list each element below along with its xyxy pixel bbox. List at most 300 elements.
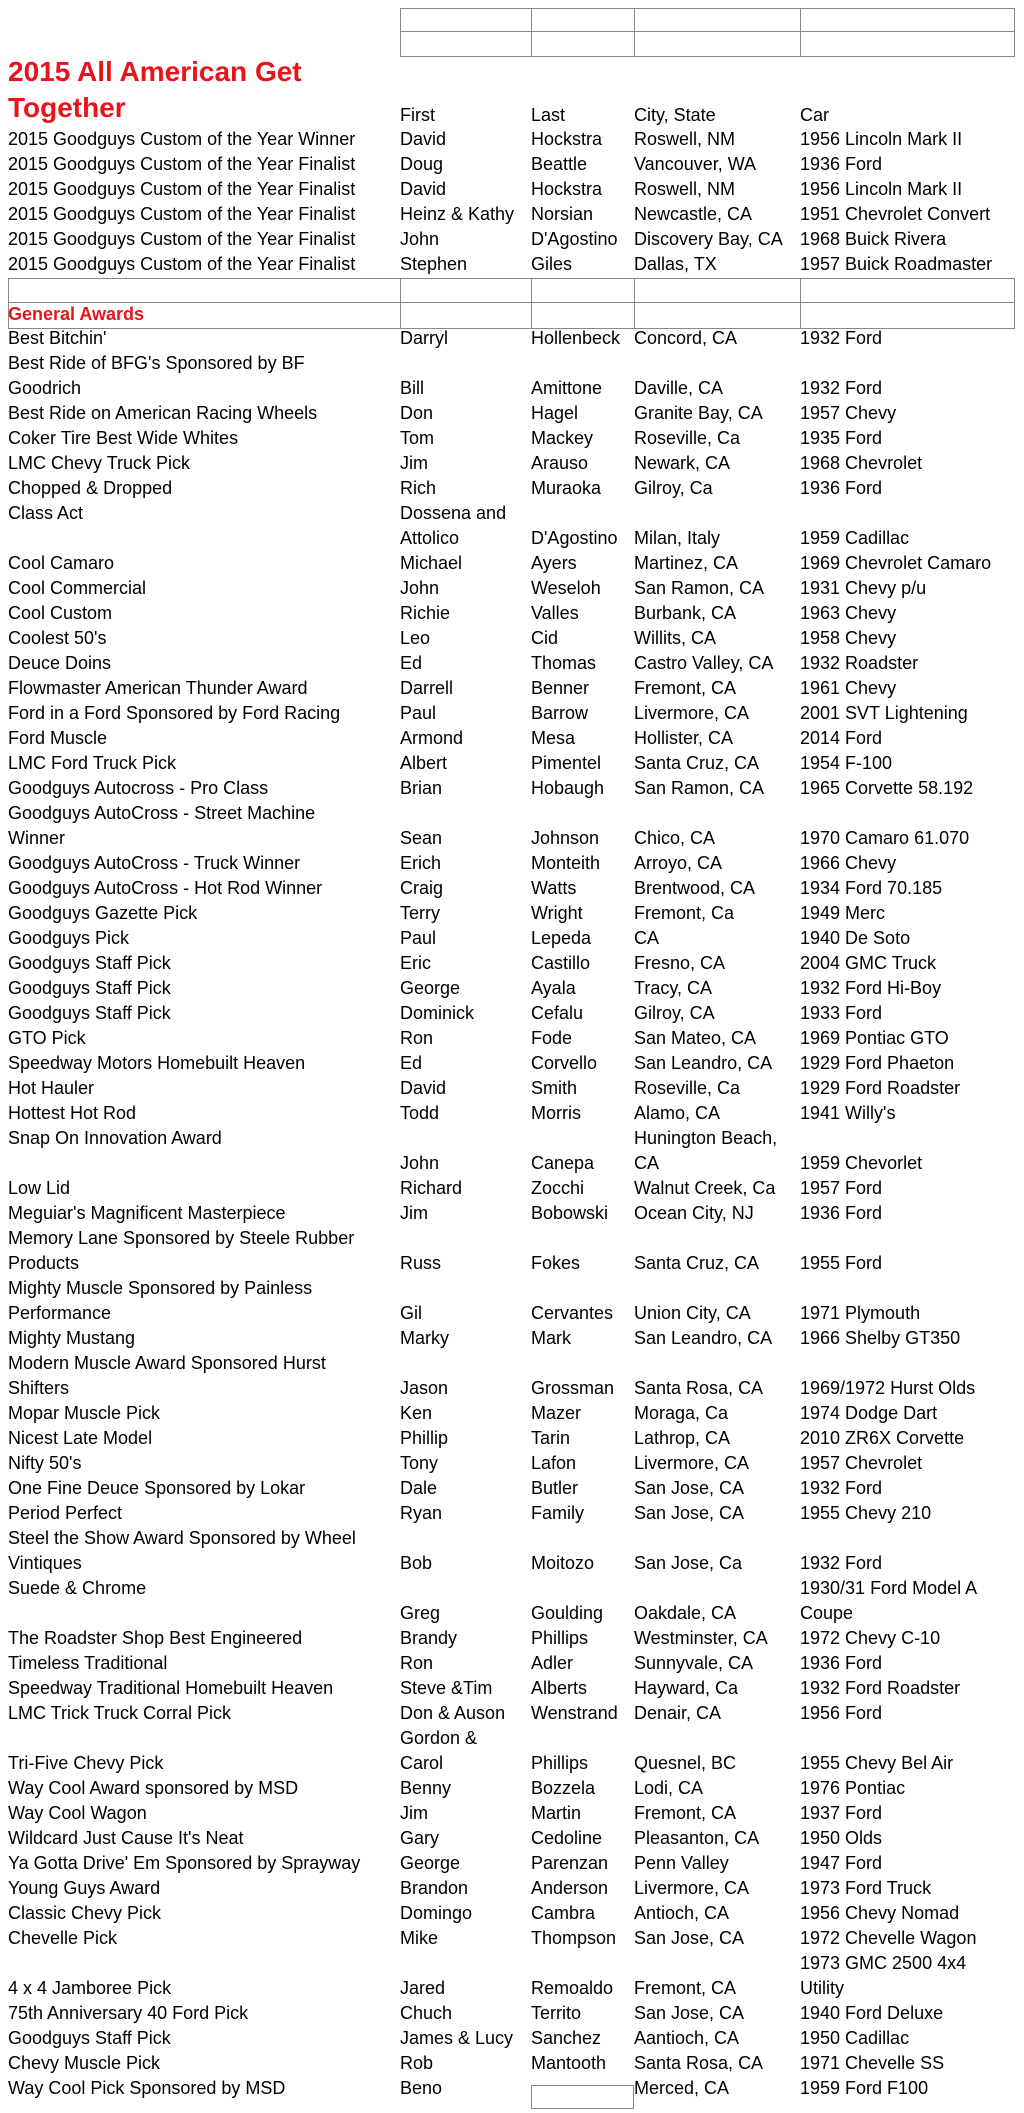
cell-city-state: Denair, CA bbox=[634, 1703, 722, 1723]
cell-last-name: Barrow bbox=[531, 703, 589, 723]
cell-last-name: Norsian bbox=[531, 204, 594, 224]
table-row bbox=[0, 177, 1024, 202]
cell-last-name: Bozzela bbox=[531, 1778, 596, 1798]
cell-first-name: Carol bbox=[400, 1753, 444, 1773]
cell-city-state: San Jose, Ca bbox=[634, 1553, 743, 1573]
cell-first-name: David bbox=[400, 1078, 447, 1098]
cell-award: Classic Chevy Pick bbox=[8, 1903, 162, 1923]
header-last: Last bbox=[531, 105, 566, 125]
cell-award: Young Guys Award bbox=[8, 1878, 161, 1898]
cell-last-name: Cervantes bbox=[531, 1303, 614, 1323]
cell-first-name: Armond bbox=[400, 728, 464, 748]
cell-city-state: CA bbox=[634, 1153, 660, 1173]
cell-last-name: Smith bbox=[531, 1078, 578, 1098]
cell-first-name: Brandy bbox=[400, 1628, 458, 1648]
cell-last-name: Johnson bbox=[531, 828, 600, 848]
cell-last-name: Zocchi bbox=[531, 1178, 585, 1198]
cell-city-state: Arroyo, CA bbox=[634, 853, 723, 873]
cell-city-state: San Jose, CA bbox=[634, 1478, 745, 1498]
cell-award: Speedway Motors Homebuilt Heaven bbox=[8, 1053, 306, 1073]
cell-car: 1973 Ford Truck bbox=[800, 1878, 932, 1898]
cell-award: Goodguys Staff Pick bbox=[8, 2028, 171, 2048]
cell-last-name: Goulding bbox=[531, 1603, 604, 1623]
cell-award: GTO Pick bbox=[8, 1028, 86, 1048]
cell-first-name: Terry bbox=[400, 903, 440, 923]
cell-last-name: D'Agostino bbox=[531, 229, 618, 249]
cell-city-state: Ocean City, NJ bbox=[634, 1203, 754, 1223]
cell-award: Goodguys Staff Pick bbox=[8, 978, 171, 998]
cell-award: 2015 Goodguys Custom of the Year Finalist bbox=[8, 254, 356, 274]
cell-city-state: Pleasanton, CA bbox=[634, 1828, 760, 1848]
table-row bbox=[0, 2001, 1024, 2026]
cell-first-name: Mike bbox=[400, 1928, 439, 1948]
cell-car: 1972 Chevy C-10 bbox=[800, 1628, 941, 1648]
table-row bbox=[0, 826, 1024, 851]
table-row bbox=[0, 901, 1024, 926]
cell-city-state: Fremont, Ca bbox=[634, 903, 735, 923]
cell-first-name: Doug bbox=[400, 154, 444, 174]
cell-award: Goodguys Autocross - Pro Class bbox=[8, 778, 269, 798]
cell-first-name: James & Lucy bbox=[400, 2028, 514, 2048]
cell-first-name bbox=[400, 351, 528, 376]
cell-last-name: Tarin bbox=[531, 1428, 571, 1448]
cell-award: Suede & Chrome bbox=[8, 1578, 147, 1598]
cell-award: Products bbox=[8, 1253, 80, 1273]
cell-car bbox=[800, 1276, 1022, 1301]
cell-last-name: Hollenbeck bbox=[531, 328, 621, 348]
cell-last-name: Mazer bbox=[531, 1403, 582, 1423]
cell-last-name: Adler bbox=[531, 1653, 574, 1673]
table-row bbox=[0, 1151, 1024, 1176]
cell-car: 1957 Chevrolet bbox=[800, 1453, 923, 1473]
cell-city-state: Santa Rosa, CA bbox=[634, 1378, 764, 1398]
table-row bbox=[0, 1551, 1024, 1576]
cell-first-name bbox=[400, 801, 528, 826]
cell-last-name: Sanchez bbox=[531, 2028, 602, 2048]
cell-car: 1957 Chevy bbox=[800, 403, 897, 423]
cell-city-state: Antioch, CA bbox=[634, 1903, 730, 1923]
cell-city-state: Merced, CA bbox=[634, 2078, 730, 2098]
cell-first-name: John bbox=[400, 1153, 440, 1173]
cell-first-name: John bbox=[400, 578, 440, 598]
cell-city-state bbox=[634, 351, 799, 376]
table-row bbox=[0, 1501, 1024, 1526]
cell-first-name: Ed bbox=[400, 653, 423, 673]
table-row bbox=[0, 1026, 1024, 1051]
cell-award: 2015 Goodguys Custom of the Year Winner bbox=[8, 129, 356, 149]
cell-car: 1932 Ford Roadster bbox=[800, 1678, 961, 1698]
cell-city-state: San Ramon, CA bbox=[634, 778, 765, 798]
cell-car: 1957 Buick Roadmaster bbox=[800, 254, 993, 274]
table-row bbox=[0, 1126, 1024, 1151]
cell-last-name: Ayala bbox=[531, 978, 576, 998]
cell-first-name: David bbox=[400, 179, 447, 199]
cell-first-name: Gordon & bbox=[400, 1728, 478, 1748]
cell-last-name: Moitozo bbox=[531, 1553, 595, 1573]
cell-award: Ya Gotta Drive' Em Sponsored by Sprayway bbox=[8, 1853, 361, 1873]
cell-award: Chevelle Pick bbox=[8, 1928, 118, 1948]
cell-award: Steel the Show Award Sponsored by Wheel bbox=[8, 1528, 356, 1548]
table-row bbox=[0, 2051, 1024, 2076]
cell-award: Winner bbox=[8, 828, 66, 848]
table-row bbox=[0, 576, 1024, 601]
table-row bbox=[0, 751, 1024, 776]
table-row bbox=[0, 1776, 1024, 1801]
cell-award: Hottest Hot Rod bbox=[8, 1103, 137, 1123]
empty-cell-box bbox=[531, 2085, 634, 2109]
cell-city-state: San Ramon, CA bbox=[634, 578, 765, 598]
cell-car: 2001 SVT Lightening bbox=[800, 703, 968, 723]
cell-first-name bbox=[400, 1276, 528, 1301]
cell-city-state: San Jose, CA bbox=[634, 2003, 745, 2023]
cell-last-name: Anderson bbox=[531, 1878, 609, 1898]
cell-award: Class Act bbox=[8, 503, 84, 523]
cell-award: Mopar Muscle Pick bbox=[8, 1403, 161, 1423]
table-row bbox=[0, 202, 1024, 227]
cell-first-name: Jim bbox=[400, 453, 428, 473]
page-title-line2: Together bbox=[8, 92, 126, 123]
cell-city-state: Concord, CA bbox=[634, 328, 738, 348]
cell-first-name bbox=[400, 1576, 528, 1601]
cell-first-name: Domingo bbox=[400, 1903, 473, 1923]
empty-grid-top bbox=[400, 8, 1015, 57]
cell-car: 1941 Willy's bbox=[800, 1103, 896, 1123]
cell-city-state: San Mateo, CA bbox=[634, 1028, 757, 1048]
cell-award: Speedway Traditional Homebuilt Heaven bbox=[8, 1678, 334, 1698]
cell-award: 2015 Goodguys Custom of the Year Finalist bbox=[8, 154, 356, 174]
table-row bbox=[0, 726, 1024, 751]
cell-award: Mighty Mustang bbox=[8, 1328, 136, 1348]
table-row bbox=[0, 1601, 1024, 1626]
table-row bbox=[0, 152, 1024, 177]
cell-car: 1932 Ford bbox=[800, 328, 883, 348]
cell-car: 1956 Lincoln Mark II bbox=[800, 129, 963, 149]
cell-award bbox=[8, 1601, 396, 1626]
cell-city-state: Burbank, CA bbox=[634, 603, 737, 623]
cell-last-name: Corvello bbox=[531, 1053, 598, 1073]
cell-last-name: Phillips bbox=[531, 1753, 589, 1773]
cell-city-state: Alamo, CA bbox=[634, 1103, 721, 1123]
cell-award: Nifty 50's bbox=[8, 1453, 82, 1473]
table-row bbox=[0, 1951, 1024, 1976]
cell-car: 1929 Ford Phaeton bbox=[800, 1053, 955, 1073]
cell-city-state: San Jose, CA bbox=[634, 1928, 745, 1948]
cell-award: Coolest 50's bbox=[8, 628, 107, 648]
header-city-state: City, State bbox=[634, 105, 716, 125]
table-row bbox=[0, 326, 1024, 351]
cell-first-name: Eric bbox=[400, 953, 431, 973]
cell-last-name bbox=[531, 1126, 634, 1151]
cell-car: Coupe bbox=[800, 1603, 854, 1623]
table-row bbox=[0, 1376, 1024, 1401]
cell-city-state: Milan, Italy bbox=[634, 528, 721, 548]
cell-first-name: Albert bbox=[400, 753, 448, 773]
cell-car bbox=[800, 501, 1022, 526]
cell-car: 2010 ZR6X Corvette bbox=[800, 1428, 965, 1448]
cell-city-state: Roseville, Ca bbox=[634, 1078, 741, 1098]
cell-city-state: Hunington Beach, bbox=[634, 1128, 778, 1148]
cell-car: 2004 GMC Truck bbox=[800, 953, 937, 973]
cell-award: Goodguys Staff Pick bbox=[8, 953, 171, 973]
cell-first-name: Gil bbox=[400, 1303, 422, 1323]
cell-car: 1959 Cadillac bbox=[800, 528, 910, 548]
table-row bbox=[0, 776, 1024, 801]
cell-award: Goodguys AutoCross - Truck Winner bbox=[8, 853, 301, 873]
cell-last-name: Mantooth bbox=[531, 2053, 607, 2073]
cell-first-name: Michael bbox=[400, 553, 463, 573]
cell-first-name: Attolico bbox=[400, 528, 460, 548]
table-row bbox=[0, 851, 1024, 876]
cell-car: 1929 Ford Roadster bbox=[800, 1078, 961, 1098]
table-row bbox=[0, 676, 1024, 701]
cell-first-name: Chuch bbox=[400, 2003, 453, 2023]
cell-award: Wildcard Just Cause It's Neat bbox=[8, 1828, 244, 1848]
cell-car: 1933 Ford bbox=[800, 1003, 883, 1023]
cell-first-name: Heinz & Kathy bbox=[400, 204, 515, 224]
cell-award: LMC Chevy Truck Pick bbox=[8, 453, 191, 473]
cell-car: Utility bbox=[800, 1978, 844, 1998]
cell-last-name: Mesa bbox=[531, 728, 576, 748]
cell-last-name bbox=[531, 1351, 634, 1376]
cell-award: Flowmaster American Thunder Award bbox=[8, 678, 308, 698]
table-row bbox=[0, 426, 1024, 451]
cell-award: 2015 Goodguys Custom of the Year Finalist bbox=[8, 229, 356, 249]
cell-last-name: Cedoline bbox=[531, 1828, 603, 1848]
table-row bbox=[0, 1326, 1024, 1351]
cell-car: 1956 Lincoln Mark II bbox=[800, 179, 963, 199]
table-row bbox=[0, 1251, 1024, 1276]
cell-city-state bbox=[634, 1576, 799, 1601]
cell-last-name: Alberts bbox=[531, 1678, 588, 1698]
table-row bbox=[0, 601, 1024, 626]
cell-city-state: Oakdale, CA bbox=[634, 1603, 737, 1623]
cell-first-name: Bob bbox=[400, 1553, 433, 1573]
cell-first-name: Tom bbox=[400, 428, 435, 448]
table-row bbox=[0, 1676, 1024, 1701]
cell-last-name: Mackey bbox=[531, 428, 594, 448]
cell-first-name: John bbox=[400, 229, 440, 249]
cell-award: Goodguys AutoCross - Hot Rod Winner bbox=[8, 878, 323, 898]
cell-award: Vintiques bbox=[8, 1553, 82, 1573]
table-row bbox=[0, 1301, 1024, 1326]
cell-first-name: Brian bbox=[400, 778, 443, 798]
cell-city-state: Fremont, CA bbox=[634, 678, 737, 698]
cell-award: LMC Trick Truck Corral Pick bbox=[8, 1703, 232, 1723]
cell-car: 1963 Chevy bbox=[800, 603, 897, 623]
table-row bbox=[0, 1926, 1024, 1951]
cell-first-name bbox=[400, 1351, 528, 1376]
cell-city-state: Union City, CA bbox=[634, 1303, 751, 1323]
cell-first-name: Sean bbox=[400, 828, 443, 848]
cell-car: 1974 Dodge Dart bbox=[800, 1403, 938, 1423]
cell-car bbox=[800, 1351, 1022, 1376]
cell-car: 1950 Olds bbox=[800, 1828, 883, 1848]
table-row bbox=[0, 1576, 1024, 1601]
cell-city-state: Fremont, CA bbox=[634, 1803, 737, 1823]
cell-city-state: Castro Valley, CA bbox=[634, 653, 774, 673]
cell-last-name: Cid bbox=[531, 628, 559, 648]
cell-last-name: Monteith bbox=[531, 853, 601, 873]
cell-award bbox=[8, 526, 396, 551]
cell-last-name: Wenstrand bbox=[531, 1703, 618, 1723]
cell-award: Way Cool Pick Sponsored by MSD bbox=[8, 2078, 286, 2098]
cell-award: Goodrich bbox=[8, 378, 82, 398]
table-row bbox=[0, 876, 1024, 901]
cell-city-state: Roswell, NM bbox=[634, 129, 736, 149]
cell-first-name: Benny bbox=[400, 1778, 452, 1798]
cell-last-name: D'Agostino bbox=[531, 528, 618, 548]
cell-first-name: Jim bbox=[400, 1203, 428, 1223]
cell-first-name: Darryl bbox=[400, 328, 448, 348]
cell-city-state: San Leandro, CA bbox=[634, 1328, 773, 1348]
cell-last-name: Hockstra bbox=[531, 179, 603, 199]
cell-last-name: Benner bbox=[531, 678, 590, 698]
cell-car: 1951 Chevrolet Convert bbox=[800, 204, 991, 224]
cell-last-name bbox=[531, 351, 634, 376]
cell-city-state: Willits, CA bbox=[634, 628, 716, 648]
cell-last-name: Thompson bbox=[531, 1928, 617, 1948]
cell-last-name: Hobaugh bbox=[531, 778, 605, 798]
cell-first-name: Bill bbox=[400, 378, 425, 398]
cell-award: 75th Anniversary 40 Ford Pick bbox=[8, 2003, 249, 2023]
cell-first-name: Russ bbox=[400, 1253, 442, 1273]
cell-car: 1955 Ford bbox=[800, 1253, 883, 1273]
cell-first-name: Craig bbox=[400, 878, 444, 898]
cell-city-state: San Leandro, CA bbox=[634, 1053, 773, 1073]
cell-last-name: Arauso bbox=[531, 453, 589, 473]
table-row bbox=[0, 227, 1024, 252]
cell-first-name: George bbox=[400, 978, 461, 998]
cell-car bbox=[800, 1226, 1022, 1251]
table-row bbox=[0, 626, 1024, 651]
cell-car: 1936 Ford bbox=[800, 154, 883, 174]
cell-award: Meguiar's Magnificent Masterpiece bbox=[8, 1203, 286, 1223]
cell-city-state: Martinez, CA bbox=[634, 553, 739, 573]
cell-last-name: Territo bbox=[531, 2003, 582, 2023]
table-row bbox=[0, 1051, 1024, 1076]
page-title-line1: 2015 All American Get bbox=[8, 56, 302, 87]
table-row bbox=[0, 926, 1024, 951]
cell-city-state: Granite Bay, CA bbox=[634, 403, 763, 423]
table-row bbox=[0, 1451, 1024, 1476]
table-row bbox=[0, 401, 1024, 426]
cell-city-state: Newcastle, CA bbox=[634, 204, 753, 224]
cell-city-state: Livermore, CA bbox=[634, 1878, 750, 1898]
cell-city-state: Hollister, CA bbox=[634, 728, 734, 748]
cell-car: 1956 Chevy Nomad bbox=[800, 1903, 960, 1923]
cell-car: 1947 Ford bbox=[800, 1853, 883, 1873]
cell-last-name: Amittone bbox=[531, 378, 603, 398]
cell-award: Memory Lane Sponsored by Steele Rubber bbox=[8, 1228, 355, 1248]
cell-city-state: Walnut Creek, Ca bbox=[634, 1178, 776, 1198]
cell-first-name: Greg bbox=[400, 1603, 441, 1623]
table-row bbox=[0, 551, 1024, 576]
cell-car: 1934 Ford 70.185 bbox=[800, 878, 943, 898]
cell-car: 1959 Ford F100 bbox=[800, 2078, 929, 2098]
cell-first-name: Stephen bbox=[400, 254, 468, 274]
cell-first-name: Paul bbox=[400, 703, 437, 723]
cell-first-name: David bbox=[400, 129, 447, 149]
cell-award: Chevy Muscle Pick bbox=[8, 2053, 161, 2073]
cell-city-state: Gilroy, CA bbox=[634, 1003, 715, 1023]
cell-car: 1971 Chevelle SS bbox=[800, 2053, 945, 2073]
header-first: First bbox=[400, 105, 435, 125]
cell-city-state: Quesnel, BC bbox=[634, 1753, 737, 1773]
cell-award: Way Cool Award sponsored by MSD bbox=[8, 1778, 299, 1798]
table-row bbox=[0, 2076, 1024, 2101]
cell-award bbox=[8, 1951, 396, 1976]
cell-city-state: Brentwood, CA bbox=[634, 878, 756, 898]
cell-award: Goodguys AutoCross - Street Machine bbox=[8, 803, 316, 823]
cell-car bbox=[800, 351, 1022, 376]
table-row bbox=[0, 1076, 1024, 1101]
cell-city-state: Daville, CA bbox=[634, 378, 724, 398]
cell-car: 1961 Chevy bbox=[800, 678, 897, 698]
cell-first-name: Brandon bbox=[400, 1878, 469, 1898]
cell-award: The Roadster Shop Best Engineered bbox=[8, 1628, 303, 1648]
cell-first-name bbox=[400, 1526, 528, 1551]
cell-car: 1940 Ford Deluxe bbox=[800, 2003, 944, 2023]
cell-city-state: Lodi, CA bbox=[634, 1778, 704, 1798]
cell-last-name: Wright bbox=[531, 903, 583, 923]
cell-city-state bbox=[634, 1726, 799, 1751]
cell-city-state: Roswell, NM bbox=[634, 179, 736, 199]
table-row bbox=[0, 1101, 1024, 1126]
cell-award: Tri-Five Chevy Pick bbox=[8, 1753, 164, 1773]
cell-car: 1955 Chevy Bel Air bbox=[800, 1753, 954, 1773]
cell-car: 1936 Ford bbox=[800, 1653, 883, 1673]
table-row bbox=[0, 976, 1024, 1001]
section-general-awards: General Awards bbox=[8, 304, 145, 324]
cell-car: 1972 Chevelle Wagon bbox=[800, 1928, 977, 1948]
cell-award: Ford in a Ford Sponsored by Ford Racing bbox=[8, 703, 341, 723]
cell-last-name: Martin bbox=[531, 1803, 582, 1823]
cell-award: Cool Custom bbox=[8, 603, 113, 623]
cell-award: One Fine Deuce Sponsored by Lokar bbox=[8, 1478, 306, 1498]
cell-last-name bbox=[531, 1276, 634, 1301]
cell-last-name: Hagel bbox=[531, 403, 579, 423]
cell-city-state: Dallas, TX bbox=[634, 254, 717, 274]
table-row bbox=[0, 501, 1024, 526]
cell-car: 1932 Ford bbox=[800, 378, 883, 398]
cell-last-name: Beattle bbox=[531, 154, 588, 174]
cell-first-name: George bbox=[400, 1853, 461, 1873]
table-row bbox=[0, 376, 1024, 401]
cell-city-state: Tracy, CA bbox=[634, 978, 713, 998]
table-row bbox=[0, 1476, 1024, 1501]
cell-city-state: Vancouver, WA bbox=[634, 154, 757, 174]
cell-last-name: Canepa bbox=[531, 1153, 595, 1173]
cell-first-name: Todd bbox=[400, 1103, 440, 1123]
cell-city-state: San Jose, CA bbox=[634, 1503, 745, 1523]
cell-award: Performance bbox=[8, 1303, 112, 1323]
cell-award: 2015 Goodguys Custom of the Year Finalist bbox=[8, 179, 356, 199]
cell-last-name: Remoaldo bbox=[531, 1978, 614, 1998]
cell-last-name: Parenzan bbox=[531, 1853, 609, 1873]
cell-last-name: Grossman bbox=[531, 1378, 615, 1398]
cell-award: Goodguys Pick bbox=[8, 928, 130, 948]
table-row bbox=[0, 1976, 1024, 2001]
table-row bbox=[0, 451, 1024, 476]
cell-car: 1966 Chevy bbox=[800, 853, 897, 873]
cell-last-name: Watts bbox=[531, 878, 577, 898]
cell-award: Ford Muscle bbox=[8, 728, 108, 748]
cell-car: 1936 Ford bbox=[800, 1203, 883, 1223]
cell-first-name: Jason bbox=[400, 1378, 449, 1398]
cell-car: 1956 Ford bbox=[800, 1703, 883, 1723]
cell-car: 1976 Pontiac bbox=[800, 1778, 906, 1798]
table-row bbox=[0, 252, 1024, 277]
